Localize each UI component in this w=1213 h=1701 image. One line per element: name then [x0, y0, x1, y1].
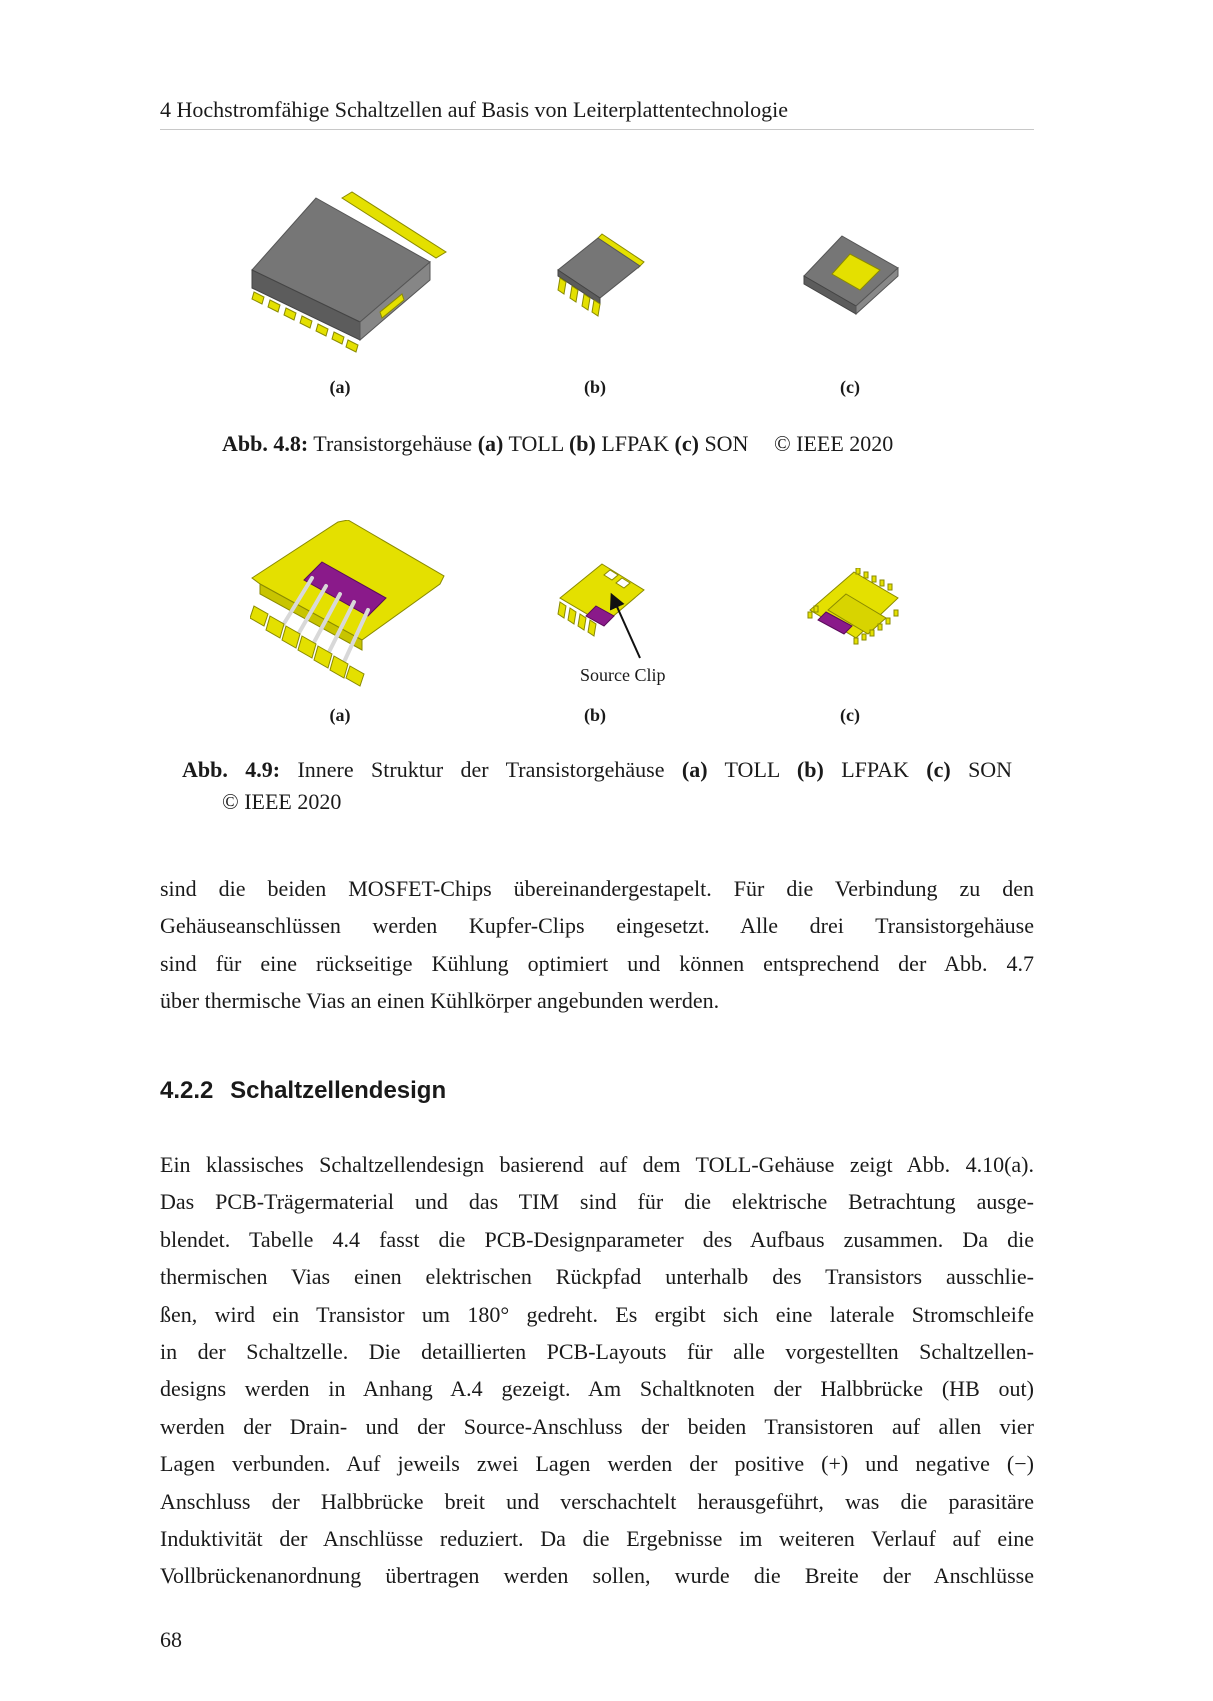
caption-copyright: © IEEE 2020 — [773, 431, 894, 456]
caption-item-tag: (c) — [674, 431, 699, 456]
figure-4-8b-lfpak-package — [552, 232, 652, 328]
figure-4-9-sublabel-a: (a) — [329, 705, 351, 725]
caption-label: Abb. 4.8: — [222, 431, 309, 456]
text-line: Gehäuseanschlüssen werden Kupfer-Clips eingesetzt. Alle drei Transistorgehäuse — [160, 913, 1034, 939]
caption-item-name: SON — [968, 757, 1013, 782]
paragraph-2 — [160, 1146, 1034, 1595]
figure-4-8a-toll-package — [250, 190, 450, 370]
text-line: Das PCB-Trägermaterial und das TIM sind für die elektrische Betrachtung ausge- — [160, 1189, 1034, 1215]
caption-text: Transistorgehäuse — [313, 431, 473, 456]
text-line: Anschluss der Halbbrücke breit und verschachtelt herausgeführt, was die parasitäre — [160, 1488, 1034, 1514]
caption-item-tag: (b) — [796, 757, 824, 782]
text-line: Induktivität der Anschlüsse reduziert. Da die Ergebnisse im weiteren Verlauf auf eine — [160, 1526, 1034, 1552]
text-line: ßen, wird ein Transistor um 180° gedreht. Es ergibt sich eine laterale Stromschleife — [160, 1301, 1034, 1327]
text-line: blendet. Tabelle 4.4 fasst die PCB-Designparameter des Aufbaus zusammen. Da die — [160, 1226, 1034, 1252]
figure-4-8-caption — [222, 428, 1022, 460]
caption-item-name: SON — [704, 431, 749, 456]
source-clip-arrow — [600, 592, 650, 662]
figure-4-8-sublabel-b: (b) — [584, 377, 606, 397]
text-line: werden der Drain- und der Source-Anschluss der beiden Transistoren auf allen vier — [160, 1413, 1034, 1439]
text-line: Ein klassisches Schaltzellendesign basierend auf dem TOLL-Gehäuse zeigt Abb. 4.10(a). — [160, 1152, 1034, 1177]
header-rule — [160, 129, 1034, 130]
caption-item-name: TOLL — [724, 757, 780, 782]
text-line: Vollbrückenanordnung übertragen werden sollen, wurde die Breite der Anschlüsse — [160, 1563, 1034, 1589]
text-line: thermischen Vias einen elektrischen Rückpfad unterhalb des Transistors ausschlie- — [160, 1264, 1034, 1290]
source-clip-label: Source Clip — [580, 665, 666, 685]
figure-4-8-sublabel-a: (a) — [329, 377, 351, 397]
text-line: sind die beiden MOSFET-Chips übereinandergestapelt. Für die Verbindung zu den — [160, 876, 1034, 901]
figure-4-9-caption — [182, 754, 1012, 818]
caption-line-1 — [182, 754, 1012, 786]
section-heading — [160, 1076, 446, 1106]
caption-item-name: LFPAK — [841, 757, 909, 782]
figure-4-8-sublabel-c: (c) — [840, 377, 860, 397]
caption-text: Innere Struktur der Transistorgehäuse — [297, 757, 665, 782]
text-line: Lagen verbunden. Auf jeweils zwei Lagen werden der positive (+) und negative (−) — [160, 1451, 1034, 1477]
text-line: sind für eine rückseitige Kühlung optimiert und können entsprechend der Abb. 4.7 — [160, 950, 1034, 976]
caption-item-tag: (a) — [477, 431, 504, 456]
paragraph-1 — [160, 870, 1034, 1020]
caption-item-tag: (b) — [568, 431, 596, 456]
figure-4-8c-son-package — [802, 234, 902, 330]
section-title: Schaltzellendesign — [230, 1077, 447, 1104]
running-header: 4 Hochstromfähige Schaltzellen auf Basis von Leiterplattentechnologie — [160, 97, 789, 122]
text-line: in der Schaltzelle. Die detaillierten PCB-Layouts für alle vorgestellten Schaltzellen- — [160, 1339, 1034, 1365]
section-number: 4.2.2 — [160, 1077, 214, 1104]
text-line: designs werden in Anhang A.4 gezeigt. Am Schaltknoten der Halbbrücke (HB out) — [160, 1376, 1034, 1402]
caption-item-tag: (c) — [926, 757, 951, 782]
caption-label: Abb. 4.9: — [182, 757, 281, 782]
figure-4-9c-son-internal — [806, 568, 906, 664]
caption-item-tag: (a) — [681, 757, 708, 782]
figure-4-9-sublabel-b: (b) — [584, 705, 606, 725]
caption-item-name: LFPAK — [601, 431, 670, 456]
figure-4-9a-toll-internal — [250, 520, 450, 690]
page-number: 68 — [160, 1627, 182, 1652]
caption-item-name: TOLL — [508, 431, 564, 456]
caption-copyright: © IEEE 2020 — [222, 789, 342, 814]
text-line: über thermische Vias an einen Kühlkörper angebunden werden. — [160, 988, 720, 1014]
figure-4-9-sublabel-c: (c) — [840, 705, 860, 725]
